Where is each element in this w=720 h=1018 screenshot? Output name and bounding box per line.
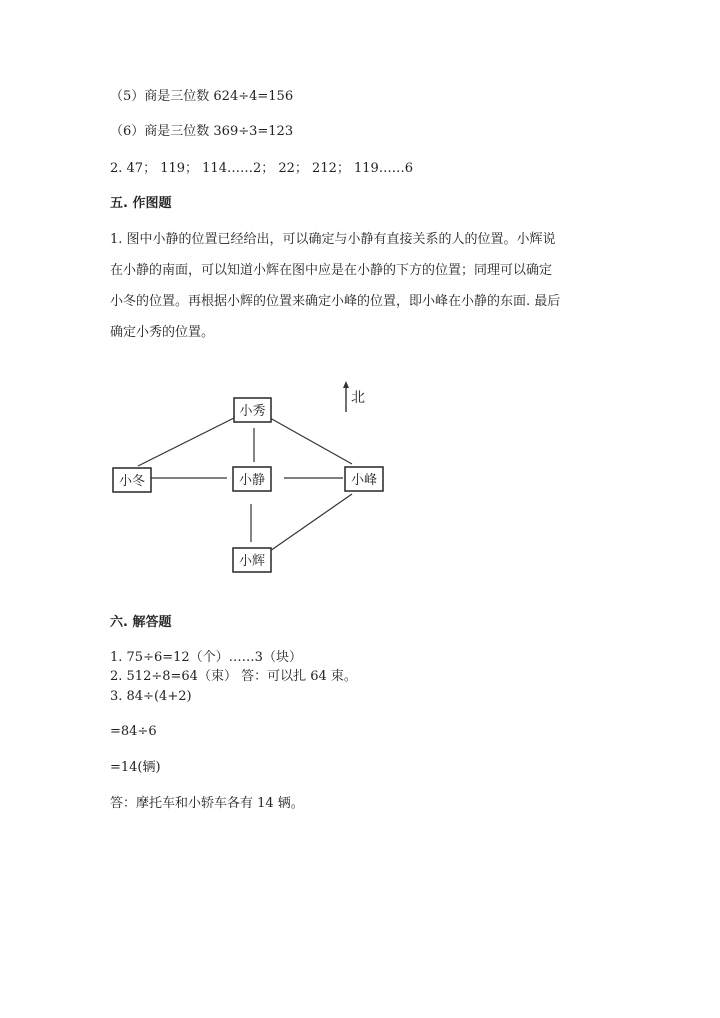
node-label: 小峰 [350, 473, 378, 488]
solution-1: 1. 75÷6=12（个）……3（块） [110, 650, 302, 665]
north-arrow-icon [343, 381, 349, 388]
solution-3-step2: =14(辆) [110, 760, 161, 775]
section-heading-solutions: 六. 解答题 [110, 615, 172, 630]
paragraph-line: 在小静的南面，可以知道小辉在图中应是在小静的下方的位置；同理可以确定 [110, 263, 553, 278]
solution-3-step1: =84÷6 [110, 724, 157, 739]
node-xiaohui [233, 548, 271, 572]
paragraph-line: 确定小秀的位置。 [110, 325, 215, 340]
solution-2: 2. 512÷8=64（束） 答：可以扎 64 束。 [110, 669, 357, 684]
drawing-explanation [110, 224, 610, 348]
edge-bottom-right [270, 494, 352, 551]
solution-3: 3. 84÷(4+2) [110, 689, 192, 704]
position-diagram [100, 372, 400, 582]
answer-4-6: （6）商是三位数 369÷3=123 [110, 124, 294, 139]
edge-top-left [138, 418, 234, 466]
node-label: 小冬 [118, 474, 146, 489]
paragraph-line: 小冬的位置。再根据小辉的位置来确定小峰的位置，即小峰在小静的东面. 最后 [110, 294, 561, 309]
node-label: 小静 [238, 473, 266, 488]
node-xiaojing [233, 467, 271, 491]
solution-3-answer: 答：摩托车和小轿车各有 14 辆。 [110, 796, 304, 811]
node-label: 小辉 [238, 554, 266, 569]
edge-top-right [270, 418, 352, 464]
north-label: 北 [351, 390, 365, 406]
node-xiaofeng [345, 467, 383, 491]
paragraph-line: 1. 图中小静的位置已经给出，可以确定与小静有直接关系的人的位置。小辉说 [110, 232, 556, 247]
section-heading-drawing: 五. 作图题 [110, 196, 172, 211]
node-xiaodong [113, 468, 151, 492]
node-xiaoxiu [234, 398, 271, 422]
answer-2-list: 2. 47； 119； 114……2； 22； 212； 119……6 [110, 161, 414, 176]
node-label: 小秀 [239, 404, 266, 419]
answer-4-5: （5）商是三位数 624÷4=156 [110, 89, 294, 104]
